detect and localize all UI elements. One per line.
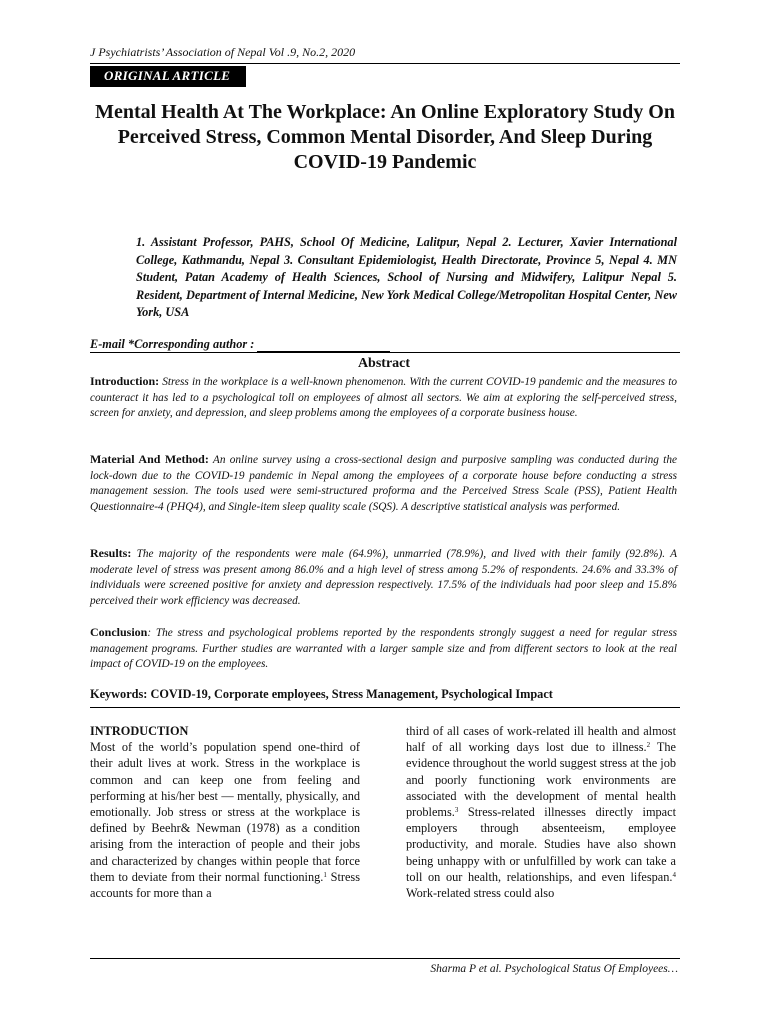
abstract-method (90, 452, 677, 515)
conclusion-text: : The stress and psychological problems reported by the respondents strongly suggest a need for regular stress management programs. Further studies are warranted with a larger sample size and from different sectors to look at the real impact of COVID-19 on the employees. (90, 627, 677, 670)
body-column-left (90, 723, 360, 901)
body-text: Stress accounts for more than a (90, 869, 360, 901)
body-text: Stress-related illnesses directly impact employers through absenteeism, employee productivity, and morale. Studies have also shown being unhappy with or unfulfilled by work can take a toll on our health, relationships, and even lifespan. (406, 805, 676, 884)
body-text: third of all cases of work-related ill health and almost half of all working days lost due to illness. (406, 724, 676, 755)
body-text: Work-related stress could also (406, 886, 555, 901)
paper-title: Mental Health At The Workplace: An Online Exploratory Study On Perceived Stress, Common Mental Disorder, And Sleep During COVID-19 Pandemic (95, 101, 675, 173)
email-label: E-mail *Corresponding author : (90, 337, 255, 351)
corresponding-author-email (90, 337, 390, 352)
header-rule (90, 63, 680, 64)
introduction-heading: INTRODUCTION (90, 724, 189, 738)
body-column-right (406, 723, 676, 901)
intro-label: Introduction: (90, 374, 160, 388)
intro-text: Stress in the workplace is a well-known phenomenon. With the current COVID-19 pandemic and the measures to counteract it has led to a psychological toll on employees of almost all sectors. We aim at exploring the self-perceived stress, screen for anxiety, and depression, and sleep problems among the employees of a corporate business house. (90, 376, 677, 419)
author-affiliations: 1. Assistant Professor, PAHS, School Of Medicine, Lalitpur, Nepal 2. Lecturer, Xavier International College, Kathmandu, Nepal 3. Consultant Epidemiologist, Health Directorate, Province 5, Nepal 4. MN Student, Patan Academy of Health Sciences, School of Nursing and Midwifery, Lalitpur Nepal 5. Resident, Department of Internal Medicine, New York Medical College/Metropolitan Hospital Center, New York, USA (136, 235, 677, 319)
body-text: Most of the world’s population spend one-third of their adult lives at work. Stress in the workplace is common and can keep one from feeling and performing at his/her best — mentally, physically, and emotionally. Job stress or stress at the workplace is defined by Beehr& Newman (1978) as a condition arising from the interaction of people and their jobs and characterized by changes within people that force them to deviate from their normal functioning. (90, 740, 360, 884)
abstract-results (90, 546, 677, 609)
abstract-heading: Abstract (357, 356, 411, 371)
method-label: Material And Method: (90, 452, 209, 466)
method-text: An online survey using a cross-sectional design and purposive sampling was conducted during the lock-down due to the COVID-19 pandemic in Nepal among the employees of a corporate house before conducting a stress management session. The tools used were semi-structured proforma and the Perceived Stress Scale (PSS), Patient Health Questionnaire-4 (PHQ4), and Single-item sleep quality scale (SQS). A descriptive statistical analysis was performed. (90, 454, 677, 513)
abstract-rule (90, 352, 680, 353)
citation-ref: 3 (454, 806, 459, 815)
citation-ref: 4 (672, 870, 676, 879)
results-label: Results: (90, 546, 132, 560)
journal-citation: J Psychiatrists’ Association of Nepal Vol .9, No.2, 2020 (90, 45, 356, 59)
abstract-conclusion (90, 625, 677, 673)
keywords-rule (90, 707, 680, 708)
conclusion-label: Conclusion (90, 625, 148, 639)
citation-ref: 2 (646, 741, 651, 750)
body-text: The evidence throughout the world suggest stress at the job and poorly functioning work environments are associated with the development of mental health problems. (406, 740, 676, 820)
email-blank-line (257, 339, 390, 352)
abstract-introduction (90, 374, 677, 422)
running-footer: Sharma P et al. Psychological Status Of Employees… (430, 963, 678, 975)
keywords: Keywords: COVID-19, Corporate employees, Stress Management, Psychological Impact (90, 687, 553, 701)
footer-rule (90, 958, 680, 959)
article-type-badge: ORIGINAL ARTICLE (90, 66, 246, 87)
results-text: The majority of the respondents were male (64.9%), unmarried (78.9%), and lived with their family (92.8%). A moderate level of stress was present among 86.0% and a high level of stress among 5.2% of respondents. 24.6% and 33.3% of individuals were screened positive for anxiety and depression respectively. 17.5% of the individuals had poor sleep and 15.8% perceived their work efficiency was decreased. (90, 548, 677, 607)
citation-ref: 1 (323, 870, 327, 879)
